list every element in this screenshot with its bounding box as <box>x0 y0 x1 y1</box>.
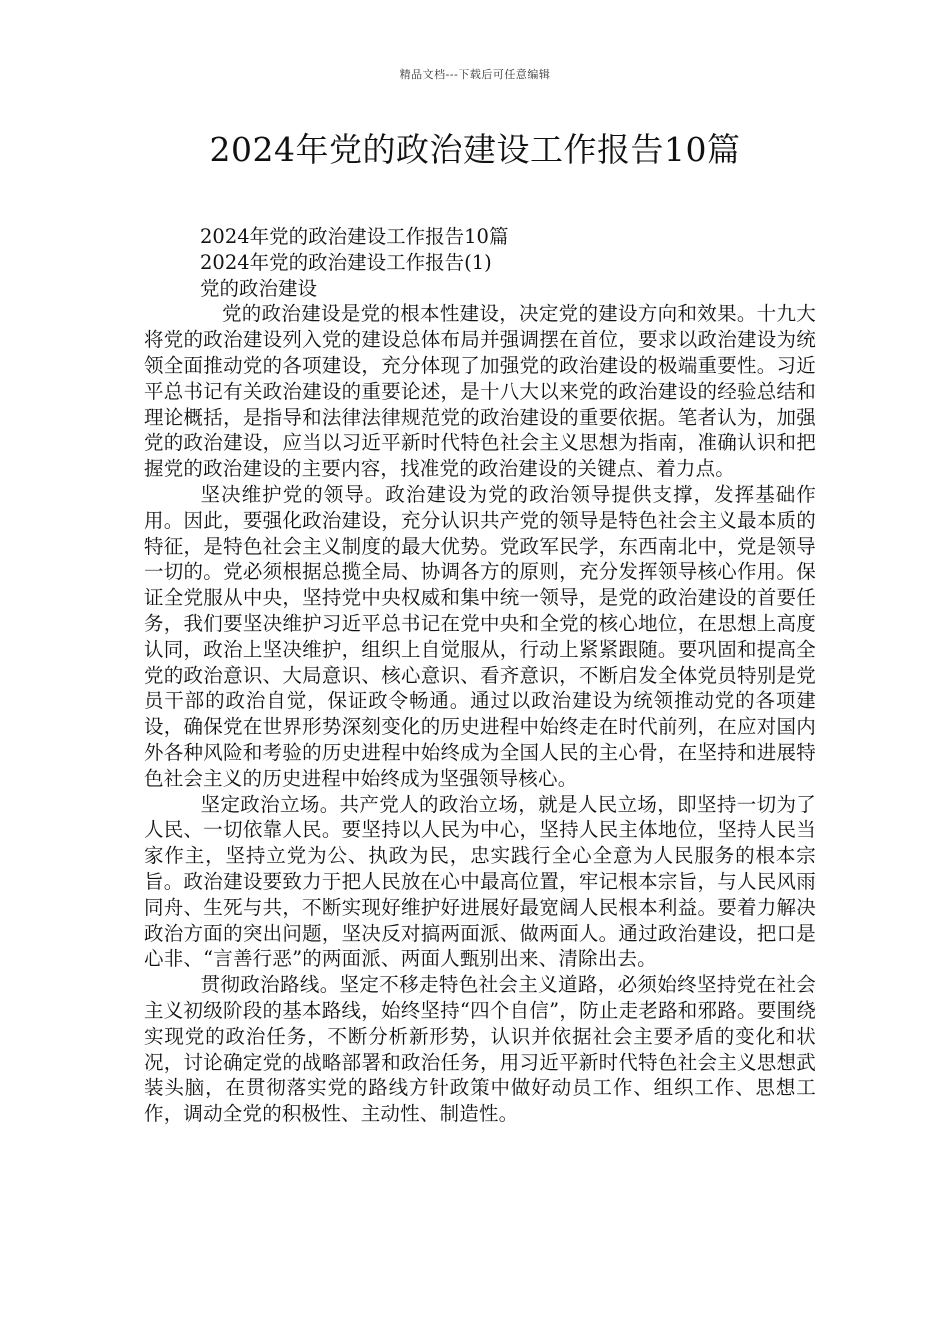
document-body <box>144 224 816 1127</box>
body-paragraph: 坚定政治立场。共产党人的政治立场，就是人民立场，即坚持一切为了人民、一切依靠人民。要坚持以人民为中心，坚持人民主体地位，坚持人民当家作主，坚持立党为公、执政为民，忠实践行全心全意为人民服务的根本宗旨。政治建设要致力于把人民放在心中最高位置，牢记根本宗旨，与人民风雨同舟、生死与共，不断实现好维护好进展好最宽阔人民根本利益。要着力解决政治方面的突出问题，坚决反对搞两面派、做两面人。通过政治建设，把口是心非、“言善行恶”的两面派、两面人甄别出来、清除出去。 <box>144 792 816 971</box>
body-paragraph: 坚决维护党的领导。政治建设为党的政治领导提供支撑，发挥基础作用。因此，要强化政治建设，充分认识共产党的领导是特色社会主义最本质的特征，是特色社会主义制度的最大优势。党政军民学，东西南北中，党是领导一切的。党必须根据总揽全局、协调各方的原则，充分发挥领导核心作用。保证全党服从中央，坚持党中央权威和集中统一领导，是党的政治建设的首要任务，我们要坚决维护习近平总书记在党中央和全党的核心地位，在思想上高度认同，政治上坚决维护，组织上自觉服从，行动上紧紧跟随。要巩固和提高全党的政治意识、大局意识、核心意识、看齐意识，不断启发全体党员特别是党员干部的政治自觉，保证政令畅通。通过以政治建设为统领推动党的各项建设，确保党在世界形势深刻变化的历史进程中始终走在时代前列，在应对国内外各种风险和考验的历史进程中始终成为全国人民的主心骨，在坚持和进展特色社会主义的历史进程中始终成为坚强领导核心。 <box>144 482 816 790</box>
document-title: 2024年党的政治建设工作报告10篇 <box>209 130 741 169</box>
page-header-note: 精品文档---下载后可任意编辑 <box>399 68 551 81</box>
section-heading: 党的政治建设 <box>200 276 318 300</box>
subtitle-line: 2024年党的政治建设工作报告10篇 <box>200 225 509 248</box>
body-paragraph: 贯彻政治路线。坚定不移走特色社会主义道路，必须始终坚持党在社会主义初级阶段的基本路线，始终坚持“四个自信”，防止走老路和邪路。要围绕实现党的政治任务，不断分析新形势，认识并依据社会主要矛盾的变化和状况，讨论确定党的战略部署和政治任务，用习近平新时代特色社会主义思想武装头脑，在贯彻落实党的路线方针政策中做好动员工作、组织工作、思想工作，调动全党的积极性、主动性、制造性。 <box>144 973 816 1126</box>
subtitle-line: 2024年党的政治建设工作报告(1) <box>200 250 492 274</box>
body-paragraph: 党的政治建设是党的根本性建设，决定党的建设方向和效果。十九大将党的政治建设列入党的建设总体布局并强调摆在首位，要求以政治建设为统领全面推动党的各项建设，充分体现了加强党的政治建设的极端重要性。习近平总书记有关政治建设的重要论述，是十八大以来党的政治建设的经验总结和理论概括，是指导和法律法律规范党的政治建设的重要依据。笔者认为，加强党的政治建设，应当以习近平新时代特色社会主义思想为指南，准确认识和把握党的政治建设的主要内容，找准党的政治建设的关键点、着力点。 <box>144 302 816 481</box>
